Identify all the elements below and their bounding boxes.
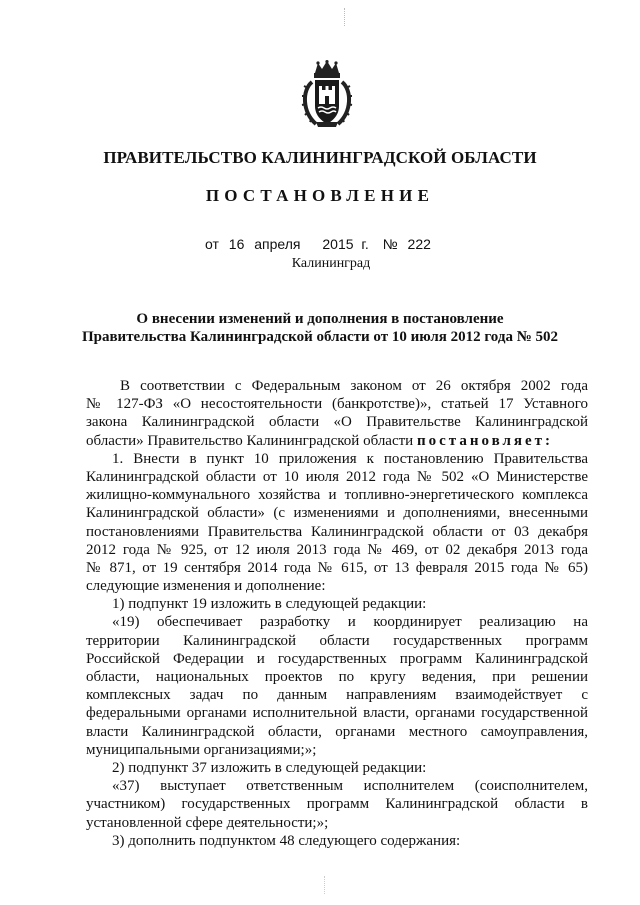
- body-line: территории Калининградской области государственных программ: [86, 632, 588, 649]
- body-line: 2012 года № 925, от 12 июля 2013 года № 469, от 02 декабря 2013 года: [86, 541, 588, 558]
- body-line: Калининградской области от 10 июля 2012 года № 502 «О Министерстве: [86, 468, 588, 485]
- coat-of-arms-icon: [298, 60, 356, 130]
- body-line: федеральными органами исполнительной власти, органами государственной: [86, 705, 588, 722]
- body-line: 1. Внести в пункт 10 приложения к постановлению Правительства: [112, 450, 588, 467]
- subject-line-2: Правительства Калининградской области от 10 июля 2012 года № 502: [81, 329, 559, 345]
- date-year-suffix: г.: [361, 236, 369, 252]
- scan-mark-bottom: [324, 876, 326, 894]
- body-line-resolves: [86, 432, 588, 450]
- date-prefix: от: [205, 236, 219, 252]
- document-body: [86, 377, 588, 850]
- date-year: 2015: [322, 236, 354, 252]
- body-line: комплексных задач по данным направлениям взаимодействует с: [86, 687, 588, 704]
- body-line: 1) подпункт 19 изложить в следующей редакции:: [112, 596, 427, 613]
- government-title: ПРАВИТЕЛЬСТВО КАЛИНИНГРАДСКОЙ ОБЛАСТИ: [103, 148, 537, 167]
- body-line: Калининградской области» (с изменениями и дополнениями, внесенными: [86, 505, 588, 522]
- date-number-line: [205, 236, 431, 252]
- body-line: установленной сфере деятельности;»;: [86, 814, 329, 831]
- body-line: власти Калининградской области, органами местного самоуправления,: [86, 723, 588, 740]
- date-day: 16: [228, 236, 245, 252]
- number-sign: №: [382, 236, 398, 252]
- body-line: 3) дополнить подпунктом 48 следующего содержания:: [112, 832, 461, 849]
- city: Калининград: [291, 256, 371, 271]
- body-line: 2) подпункт 37 изложить в следующей редакции:: [112, 759, 427, 776]
- body-line: участником) государственных программ Калининградской области в: [86, 796, 588, 813]
- scan-mark-top: [344, 8, 346, 26]
- body-line: следующие изменения и дополнение:: [86, 578, 326, 595]
- document-subject: [0, 310, 640, 346]
- body-line: жилищно-коммунального хозяйства и топливно-энергетического комплекса: [86, 487, 588, 504]
- body-line: В соответствии с Федеральным законом от 26 октября 2002 года: [120, 378, 588, 394]
- body-line-text: области» Правительство Калининградской области: [86, 432, 414, 449]
- body-line: № 127-ФЗ «О несостоятельности (банкротстве)», статьей 17 Уставного: [86, 396, 588, 413]
- body-line: закона Калининградской области «О Правительстве Калининградской: [86, 414, 588, 431]
- resolves-word: постановляет:: [416, 432, 554, 449]
- document-type: ПОСТАНОВЛЕНИЕ: [205, 186, 435, 205]
- document-number: 222: [407, 236, 431, 252]
- body-line: № 871, от 19 сентября 2014 года № 615, от 13 февраля 2015 года № 65): [86, 559, 588, 576]
- body-line: постановлениями Правительства Калининградской области от 03 декабря: [86, 523, 588, 540]
- body-line: «19) обеспечивает разработку и координирует реализацию на: [112, 614, 588, 631]
- date-month: апреля: [254, 236, 301, 252]
- body-line: области, национальных проектов по кругу ведения, при решении: [86, 669, 588, 685]
- body-line: Российской Федерации и государственных программ Калининградской: [86, 650, 588, 667]
- body-line: «37) выступает ответственным исполнителем (соисполнителем,: [112, 778, 588, 795]
- subject-line-1: О внесении изменений и дополнения в постановление: [136, 311, 504, 327]
- body-line: муниципальными организациями;»;: [86, 741, 317, 758]
